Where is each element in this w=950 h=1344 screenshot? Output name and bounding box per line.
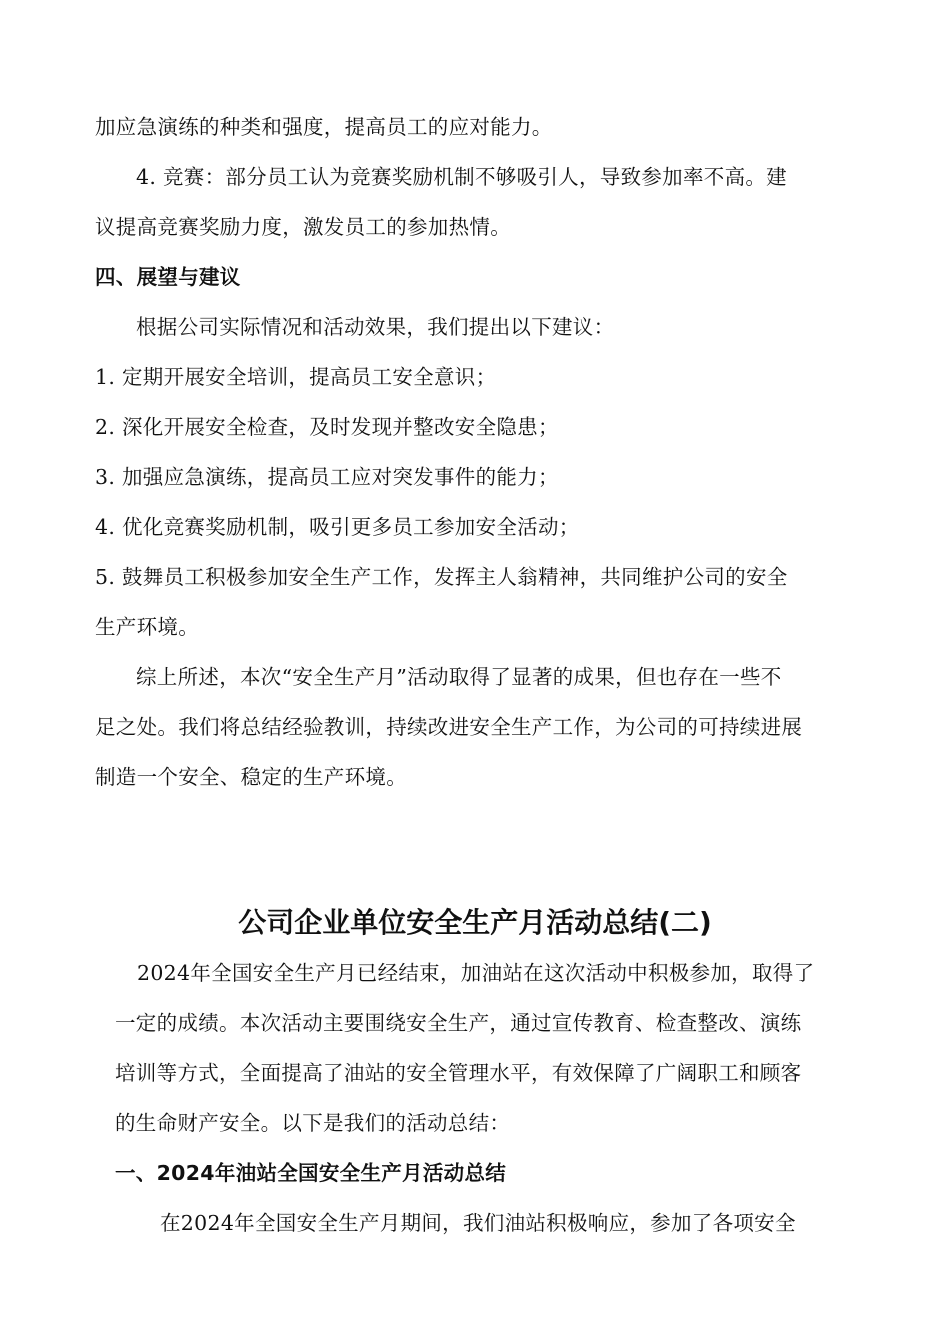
body-text-line: 综上所述，本次“安全生产月”活动取得了显著的成果，但也存在一些不: [136, 665, 782, 689]
body-text-line: 的生命财产安全。以下是我们的活动总结：: [115, 1111, 511, 1135]
list-item: 5. 鼓舞员工积极参加安全生产工作，发挥主人翁精神，共同维护公司的安全: [95, 565, 788, 589]
body-text-line: 2024年全国安全生产月已经结束，加油站在这次活动中积极参加，取得了: [137, 961, 815, 985]
list-item: 生产环境。: [95, 615, 199, 639]
body-text-line: 议提高竞赛奖励力度，激发员工的参加热情。: [95, 215, 511, 239]
body-text-line: 根据公司实际情况和活动效果，我们提出以下建议：: [136, 315, 615, 339]
body-text-line: 加应急演练的种类和强度，提高员工的应对能力。: [95, 115, 553, 139]
body-text-line: 4. 竞赛：部分员工认为竞赛奖励机制不够吸引人，导致参加率不高。建: [136, 165, 787, 189]
page-title: 公司企业单位安全生产月活动总结(二): [238, 906, 712, 939]
list-item: 3. 加强应急演练，提高员工应对突发事件的能力；: [95, 465, 559, 489]
section-heading: 四、展望与建议: [95, 265, 241, 289]
list-item: 2. 深化开展安全检查，及时发现并整改安全隐患；: [95, 415, 559, 439]
section-heading: 一、2024年油站全国安全生产月活动总结: [115, 1161, 507, 1185]
list-item: 1. 定期开展安全培训，提高员工安全意识；: [95, 365, 497, 389]
body-text-line: 足之处。我们将总结经验教训，持续改进安全生产工作，为公司的可持续进展: [95, 715, 803, 739]
body-text-line: 培训等方式，全面提高了油站的安全管理水平，有效保障了广阔职工和顾客: [115, 1061, 802, 1085]
body-text-line: 一定的成绩。本次活动主要围绕安全生产，通过宣传教育、检查整改、演练: [115, 1011, 802, 1035]
list-item: 4. 优化竞赛奖励机制，吸引更多员工参加安全活动；: [95, 515, 580, 539]
body-text-line: 在2024年全国安全生产月期间，我们油站积极响应，参加了各项安全: [160, 1211, 796, 1235]
body-text-line: 制造一个安全、稳定的生产环境。: [95, 765, 407, 789]
